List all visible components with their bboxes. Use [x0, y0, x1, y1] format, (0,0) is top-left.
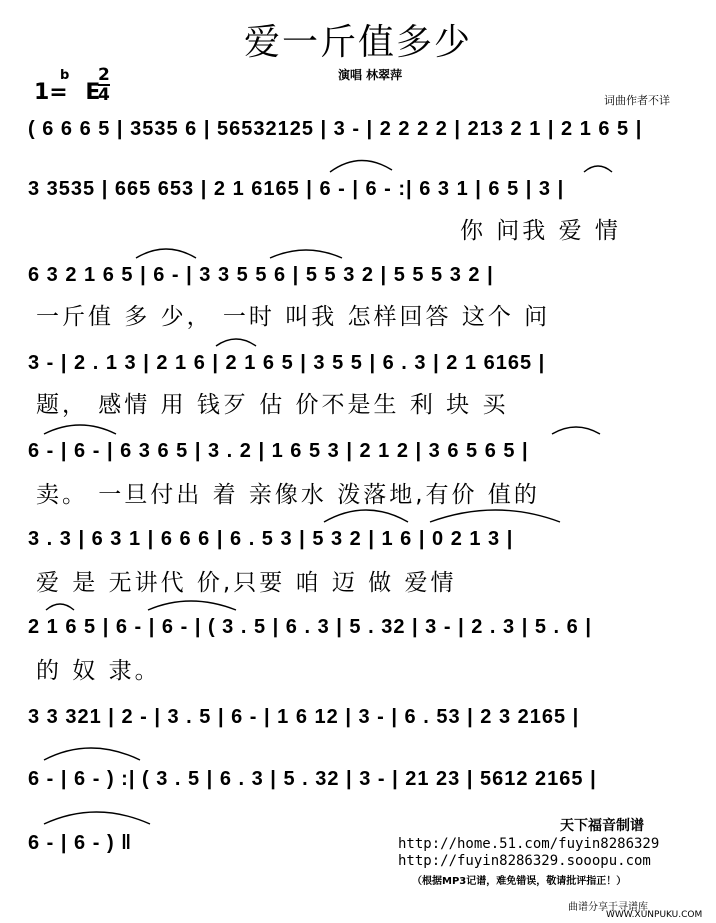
notation-row: 6 - | 6 - ) :| ( 3 . 5 | 6 . 3 | 5 . 32 | 3 - | 21 23 | 5612 2165 |	[28, 768, 597, 790]
source-link-2[interactable]: http://fuyin8286329.sooopu.com	[398, 853, 651, 869]
transcription-note: （根据MP3记谱，难免错误，敬请批评指正！）	[412, 876, 627, 887]
lyric-row: 爱 是 无讲代 价,只要 咱 迈 做 爱情	[36, 570, 457, 596]
score-title: 爱一斤值多少	[243, 22, 472, 63]
key-flat: b	[60, 68, 70, 83]
lyric-row: 你 问我 爱 情	[460, 218, 621, 244]
share-caption: 曲谱分享于寻谱库	[568, 902, 648, 913]
notation-row: 6 3 2 1 6 5 | 6 - | 3 3 5 5 6 | 5 5 3 2 | 5 5 5 3 2 |	[28, 264, 494, 286]
lyric-row: 题， 感情 用 钱歹 估 价不是生 利 块 买	[36, 392, 509, 418]
lyric-row: 卖。 一旦付出 着 亲像水 泼落地,有价 值的	[36, 482, 540, 508]
notation-row: ( 6 6 6 5 | 3535 6 | 56532125 | 3 - | 2 2 2 2 | 213 2 1 | 2 1 6 5 |	[28, 118, 643, 140]
key-prefix: 1=	[34, 80, 68, 105]
notation-row: 3 . 3 | 6 3 1 | 6 6 6 | 6 . 5 3 | 5 3 2 | 1 6 | 0 2 1 3 |	[28, 528, 514, 550]
performer: 演唱 林翠萍	[338, 68, 403, 82]
time-bottom: 4	[98, 85, 110, 105]
notation-row: 3 3535 | 665 653 | 2 1 6165 | 6 - | 6 - :| 6 3 1 | 6 5 | 3 |	[28, 178, 565, 200]
site-logo: WWW.XUNPUKU.COM	[606, 910, 703, 920]
lyric-row: 一斤值 多 少， 一时 叫我 怎样回答 这个 问	[36, 304, 551, 330]
time-top: 2	[98, 65, 110, 85]
source-link-1[interactable]: http://home.51.com/fuyin8286329	[398, 836, 660, 852]
lyric-row: 的 奴 隶。	[36, 658, 161, 684]
notation-row: 6 - | 6 - ) ‖	[28, 832, 133, 854]
notation-row: 3 3 321 | 2 - | 3 . 5 | 6 - | 1 6 12 | 3 - | 6 . 53 | 2 3 2165 |	[28, 706, 580, 728]
notation-row: 3 - | 2 . 1 3 | 2 1 6 | 2 1 6 5 | 3 5 5 | 6 . 3 | 2 1 6165 |	[28, 352, 546, 374]
notation-row: 2 1 6 5 | 6 - | 6 - | ( 3 . 5 | 6 . 3 | 5 . 32 | 3 - | 2 . 3 | 5 . 6 |	[28, 616, 592, 638]
composer-credit: 词曲作者不详	[604, 94, 670, 107]
publisher-title: 天下福音制谱	[560, 818, 644, 834]
notation-row: 6 - | 6 - | 6 3 6 5 | 3 . 2 | 1 6 5 3 | 2 1 2 | 3 6 5 6 5 |	[28, 440, 529, 462]
key-note: E	[85, 80, 101, 105]
